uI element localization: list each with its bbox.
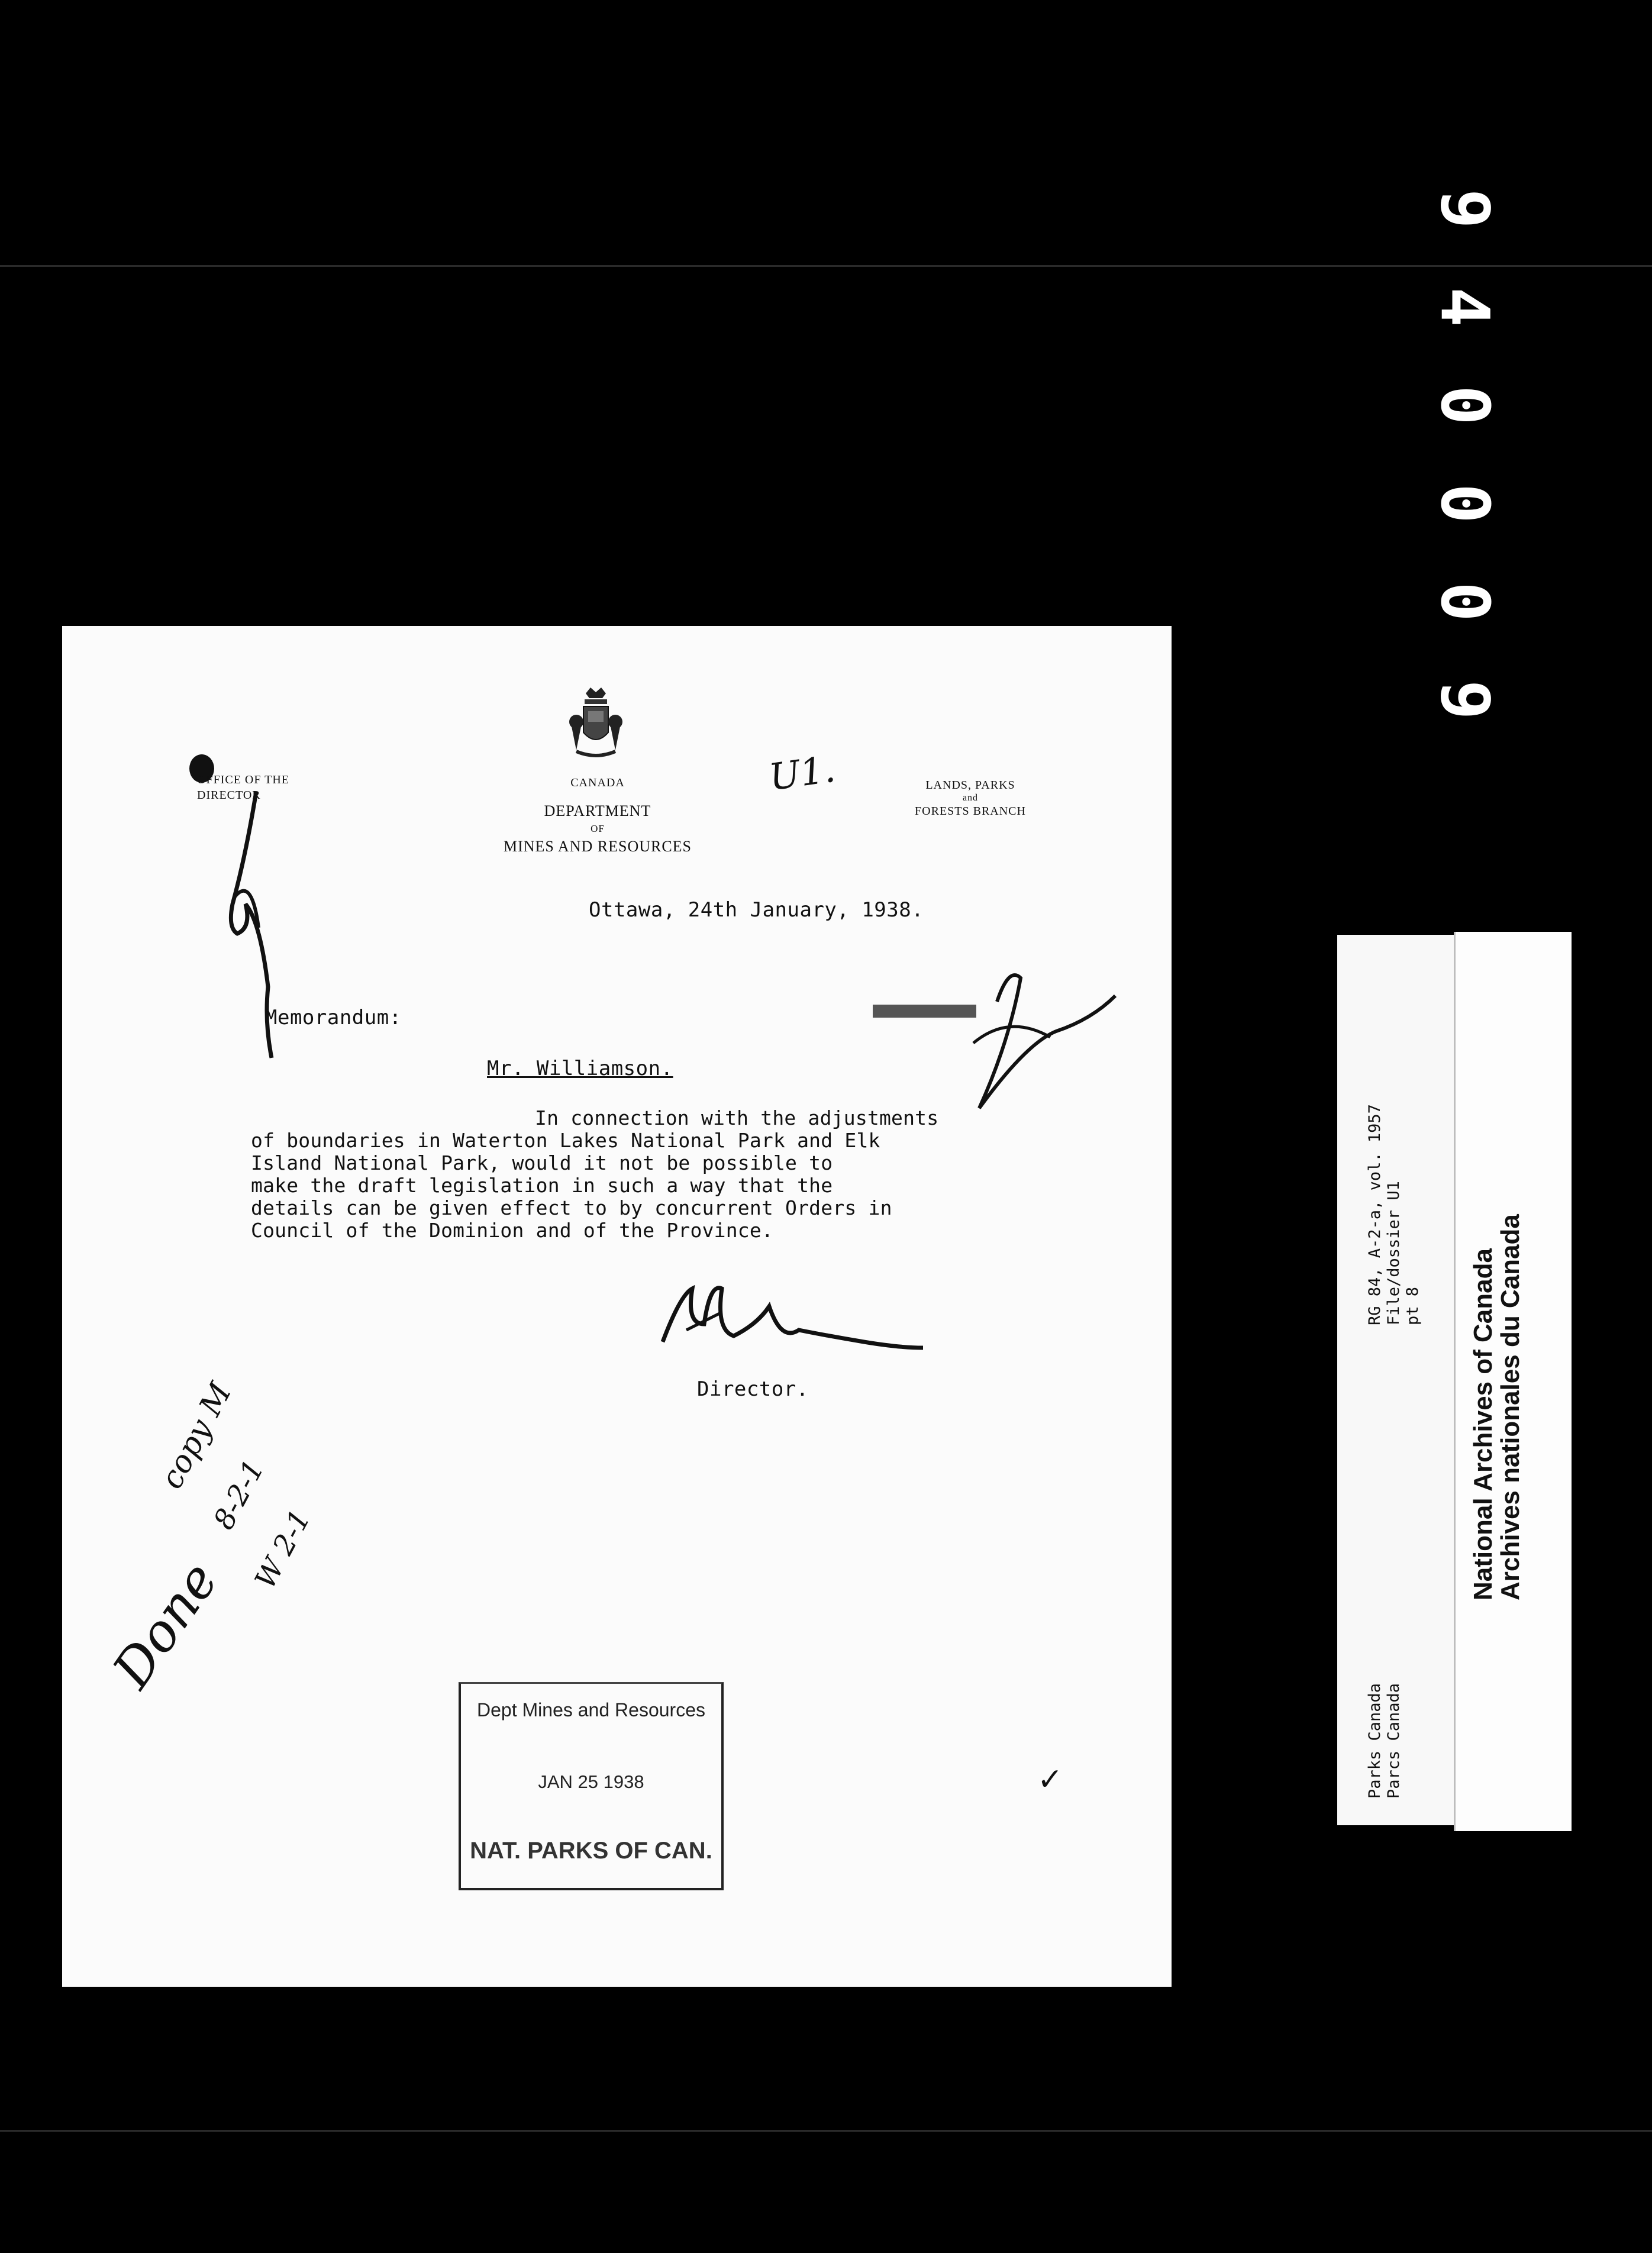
marginalia-line3: W 2-1: [249, 1504, 318, 1594]
signature-title: Director.: [697, 1377, 809, 1401]
marginalia-line1: copy M: [154, 1377, 239, 1495]
stamp-office: NAT. PARKS OF CAN.: [470, 1838, 712, 1864]
frame-digit: 9: [1426, 189, 1503, 229]
memo-body-line: In connection with the adjustments: [535, 1106, 939, 1129]
stamp-dept: Dept Mines and Resources: [477, 1699, 705, 1721]
letterhead-ministry: MINES AND RESOURCES: [503, 838, 692, 855]
archive-institution-strip: [1454, 932, 1572, 1831]
director-signature: [651, 1271, 929, 1371]
label-reference-line3: pt 8: [1403, 1286, 1422, 1325]
letterhead-country: CANADA: [570, 776, 625, 789]
memo-body-line: details can be given effect to by concurrent Orders in: [251, 1196, 892, 1219]
coat-of-arms-icon: [568, 685, 624, 762]
film-frame-bottom-line: [0, 2130, 1652, 2132]
memo-body-line: Island National Park, would it not be possible to: [251, 1151, 833, 1174]
letterhead-branch-line2: and: [962, 793, 979, 803]
frame-digit: 0: [1426, 385, 1503, 425]
frame-digit: 0: [1426, 483, 1503, 524]
frame-digit: 0: [1426, 582, 1503, 622]
letterhead-of: OF: [591, 823, 605, 834]
memo-body: [251, 1107, 938, 1242]
letterhead-branch-line1: LANDS, PARKS: [925, 779, 1015, 792]
letterhead-office-line1: OFFICE OF THE: [197, 773, 289, 786]
label-institution-en: National Archives of Canada: [1469, 1248, 1498, 1600]
letterhead-department: DEPARTMENT: [544, 802, 651, 819]
memo-heading: Memorandum:: [265, 1006, 402, 1029]
marginalia-copy: [130, 1377, 318, 1596]
label-agency-fr: Parcs Canada: [1385, 1683, 1403, 1799]
memorandum-page: [62, 626, 1172, 1987]
marginalia-line2: 8-2-1: [207, 1454, 271, 1535]
film-frame-top-line: [0, 265, 1652, 267]
memo-body-line: of boundaries in Waterton Lakes National Park and Elk: [251, 1129, 880, 1152]
frame-digit: 4: [1426, 287, 1503, 327]
label-reference-line1: RG 84, A-2-a, vol. 1957: [1366, 1104, 1384, 1325]
memo-addressee: Mr. Williamson.: [487, 1057, 673, 1080]
label-agency-en: Parks Canada: [1366, 1683, 1384, 1799]
memo-body-line: Council of the Dominion and of the Province.: [251, 1219, 773, 1242]
marginalia-done: Done: [101, 1551, 230, 1699]
handwritten-initial-mark: [908, 954, 1121, 1126]
label-reference-line2: File/dossier U1: [1385, 1181, 1403, 1325]
memo-date: Ottawa, 24th January, 1938.: [589, 898, 924, 922]
received-date-stamp: [459, 1682, 724, 1890]
memo-body-line: make the draft legislation in such a way that the: [251, 1174, 833, 1197]
label-institution-fr: Archives nationales du Canada: [1496, 1214, 1525, 1600]
checkmark-icon: ✓: [1037, 1762, 1063, 1797]
stamp-date: JAN 25 1938: [538, 1771, 644, 1792]
frame-number: [1426, 160, 1503, 734]
handwritten-file-ref: U1.: [766, 747, 838, 799]
letterhead-branch-line3: FORESTS BRANCH: [915, 805, 1026, 818]
letterhead-office-line2: DIRECTOR: [197, 789, 261, 802]
frame-digit: 9: [1426, 680, 1503, 720]
letterhead-branch: [893, 777, 1047, 819]
